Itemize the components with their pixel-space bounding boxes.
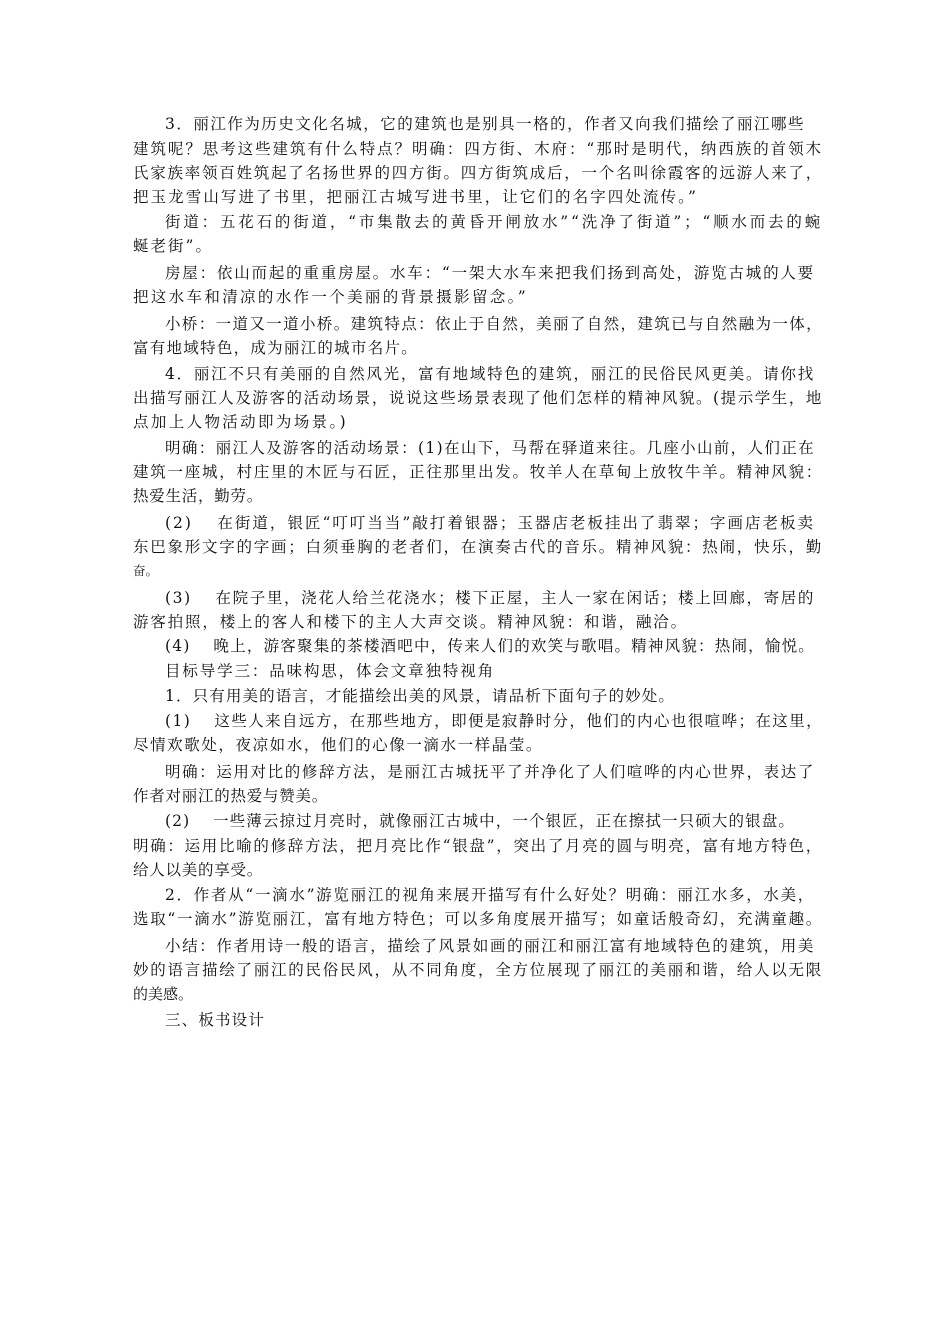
text-line: 房屋：依山而起的重重房屋。水车：“一架大水车来把我们扬到高处，游览古城的人要 bbox=[165, 264, 815, 282]
text-line: 热爱生活，勤劳。 bbox=[133, 487, 263, 505]
text-line: 1．只有用美的语言，才能描绘出美的风景，请品析下面句子的妙处。 bbox=[165, 687, 675, 705]
text-line: 建筑呢？思考这些建筑有什么特点？明确：四方街、木府：“那时是明代，纳西族的首领木 bbox=[133, 140, 823, 158]
text-line: 明确：运用比喻的修辞方法，把月亮比作“银盘”，突出了月亮的圆与明亮，富有地方特色， bbox=[133, 837, 823, 855]
text-line: 建筑一座城，村庄里的木匠与石匠，正往那里出发。牧羊人在草甸上放牧牛羊。精神风貌： bbox=[133, 463, 823, 481]
text-line: (3) 在院子里，浇花人给兰花浇水；楼下正屋，主人一家在闲话；楼上回廊，寄居的 bbox=[165, 589, 815, 607]
text-line: 奋。 bbox=[133, 563, 158, 578]
text-line: 的美感。 bbox=[133, 985, 193, 1003]
text-line: 2．作者从“一滴水”游览丽江的视角来展开描写有什么好处？明确：丽江水多，水美， bbox=[165, 886, 815, 904]
text-line: 明确：丽江人及游客的活动场景：(1)在山下，马帮在驿道来往。几座小山前，人们正在 bbox=[165, 439, 815, 457]
text-line: 目标导学三：品味构思，体会文章独特视角 bbox=[165, 662, 495, 680]
text-line: 3．丽江作为历史文化名城，它的建筑也是别具一格的，作者又向我们描绘了丽江哪些 bbox=[165, 115, 805, 133]
text-line: (1) 这些人来自远方，在那些地方，即便是寂静时分，他们的内心也很喧哗；在这里， bbox=[165, 712, 823, 730]
text-line: 小桥：一道又一道小桥。建筑特点：依止于自然，美丽了自然，建筑已与自然融为一体， bbox=[165, 315, 823, 333]
text-line: 明确：运用对比的修辞方法，是丽江古城抚平了并净化了人们喧哗的内心世界，表达了 bbox=[165, 763, 815, 781]
text-line: 把这水车和清凉的水作一个美丽的背景摄影留念。” bbox=[133, 288, 528, 306]
text-line: 街道：五花石的街道，“市集散去的黄昏开闸放水”“洗净了街道”；“顺水而去的蜿 bbox=[165, 213, 823, 231]
text-line: 妙的语言描绘了丽江的民俗民风，从不同角度，全方位展现了丽江的美丽和谐，给人以无限 bbox=[133, 961, 823, 979]
text-line: 把玉龙雪山写进了书里，把丽江古城写进书里，让它们的名字四处流传。” bbox=[133, 188, 698, 206]
text-line: 作者对丽江的热爱与赞美。 bbox=[133, 787, 328, 805]
text-line: (4) 晚上，游客聚集的茶楼酒吧中，传来人们的欢笑与歌唱。精神风貌：热闹，愉悦。 bbox=[165, 637, 815, 655]
text-line: 出描写丽江人及游客的活动场景，说说这些场景表现了他们怎样的精神风貌。(提示学生，地 bbox=[133, 389, 823, 407]
text-line: 给人以美的享受。 bbox=[133, 861, 263, 879]
text-line: 蜒老街”。 bbox=[133, 237, 213, 255]
text-line: 尽情欢歌处，夜凉如水，他们的心像一滴水一样晶莹。 bbox=[133, 736, 543, 754]
text-line: (2) 在街道，银匠“叮叮当当”敲打着银器；玉器店老板挂出了翡翠；字画店老板卖 bbox=[165, 514, 815, 532]
text-line: 富有地域特色，成为丽江的城市名片。 bbox=[133, 339, 418, 357]
text-line: 氏家族率领百姓筑起了名扬世界的四方街。四方街筑成后，一个名叫徐霞客的远游人来了， bbox=[133, 164, 823, 182]
text-line: 东巴象形文字的字画；白须垂胸的老者们，在演奏古代的音乐。精神风貌：热闹，快乐，勤 bbox=[133, 538, 823, 556]
text-line: 小结：作者用诗一般的语言，描绘了风景如画的丽江和丽江富有地域特色的建筑，用美 bbox=[165, 937, 815, 955]
text-line: 选取“一滴水”游览丽江，富有地方特色；可以多角度展开描写；如童话般奇幻，充满童趣。 bbox=[133, 910, 823, 928]
text-line: 三、板书设计 bbox=[165, 1011, 265, 1029]
text-line: 4．丽江不只有美丽的自然风光，富有地域特色的建筑，丽江的民俗民风更美。请你找 bbox=[165, 365, 815, 383]
text-line: 点加上人物活动即为场景。) bbox=[133, 413, 348, 431]
text-line: (2) 一些薄云掠过月亮时，就像丽江古城中，一个银匠，正在擦拭一只硕大的银盘。 bbox=[165, 812, 795, 830]
text-line: 游客拍照，楼上的客人和楼下的主人大声交谈。精神风貌：和谐，融洽。 bbox=[133, 613, 688, 631]
